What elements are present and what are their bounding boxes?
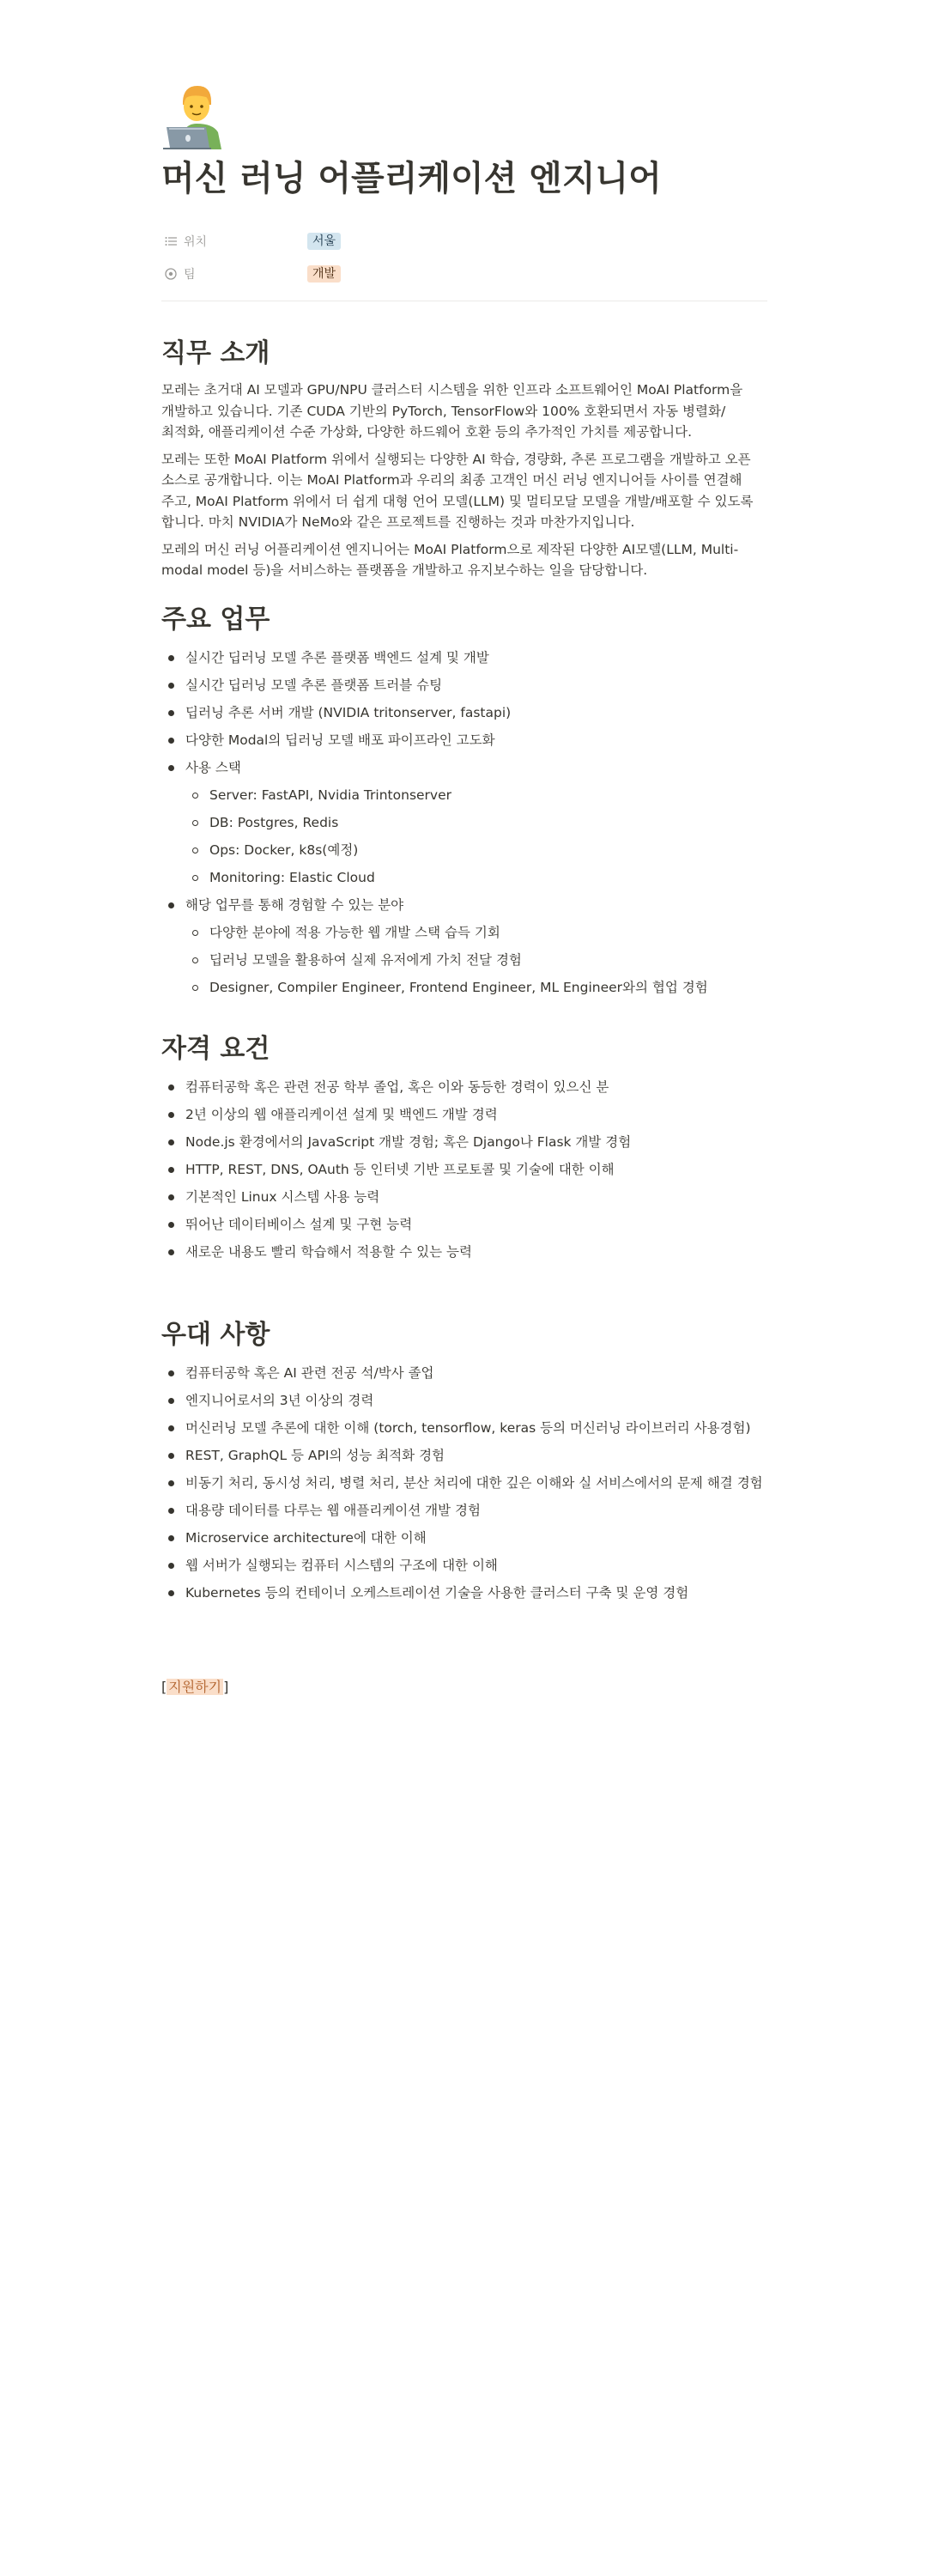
page-properties — [161, 225, 767, 290]
list-item: 컴퓨터공학 혹은 AI 관련 전공 석/박사 졸업 — [161, 1363, 767, 1383]
heading-requirements: 자격 요건 — [161, 1034, 270, 1064]
property-location[interactable] — [161, 225, 767, 258]
list-item: 대용량 데이터를 다루는 웹 애플리케이션 개발 경험 — [161, 1500, 767, 1521]
list-item: 새로운 내용도 빨리 학습해서 적용할 수 있는 능력 — [161, 1242, 767, 1262]
list-item: 딥러닝 추론 서버 개발 (NVIDIA tritonserver, fastapi) — [161, 702, 767, 723]
preferred-list — [161, 1363, 767, 1603]
section-duties — [161, 603, 767, 1005]
property-name-location: 위치 — [184, 235, 208, 249]
list-item-experience — [161, 895, 767, 998]
list-icon — [165, 235, 177, 247]
section-intro — [161, 337, 767, 581]
section-requirements — [161, 1032, 767, 1269]
experience-sublist — [185, 922, 767, 998]
section-preferred — [161, 1318, 767, 1610]
list-item: 실시간 딥러닝 모델 추론 플랫폼 트러블 슈팅 — [161, 675, 767, 696]
list-item-label: 해당 업무를 통해 경험할 수 있는 분야 — [185, 897, 404, 913]
list-item: REST, GraphQL 등 API의 성능 최적화 경험 — [161, 1445, 767, 1466]
property-name-team: 팀 — [184, 268, 196, 282]
duties-list — [161, 647, 767, 998]
property-team[interactable] — [161, 258, 767, 290]
sub-list-item: Designer, Compiler Engineer, Frontend Engineer, ML Engineer와의 협업 경험 — [185, 977, 767, 998]
apply-line — [161, 1677, 228, 1698]
page-title: 머신 러닝 어플리케이션 엔지니어 — [161, 159, 662, 198]
sub-list-item: DB: Postgres, Redis — [185, 812, 767, 833]
intro-paragraph-3: 모레의 머신 러닝 어플리케이션 엔지니어는 MoAI Platform으로 제작된 다양한 AI모델(LLM, Multi-modal model 등)을 서비스하는 플랫폼을 개발하고 유지보수하는 일을 담당합니다. — [161, 541, 739, 578]
heading-duties: 주요 업무 — [161, 605, 270, 635]
bracket-open: [ — [161, 1679, 167, 1695]
sub-list-item: 딥러닝 모델을 활용하여 실제 유저에게 가치 전달 경험 — [185, 950, 767, 970]
location-tag[interactable]: 서울 — [307, 233, 341, 250]
list-item: Node.js 환경에서의 JavaScript 개발 경험; 혹은 Django나 Flask 개발 경험 — [161, 1132, 767, 1152]
target-icon — [165, 268, 177, 280]
list-item: 기본적인 Linux 시스템 사용 능력 — [161, 1187, 767, 1207]
list-item: Microservice architecture에 대한 이해 — [161, 1528, 767, 1548]
list-item-stack — [161, 757, 767, 888]
list-item: 2년 이상의 웹 애플리케이션 설계 및 백엔드 개발 경력 — [161, 1104, 767, 1125]
list-item: 컴퓨터공학 혹은 관련 전공 학부 졸업, 혹은 이와 동등한 경력이 있으신 분 — [161, 1077, 767, 1097]
intro-paragraph-1: 모레는 초거대 AI 모델과 GPU/NPU 클러스터 시스템을 위한 인프라 소프트웨어인 MoAI Platform을 개발하고 있습니다. 기존 CUDA 기반의 PyTorch, TensorFlow와 100% 호환되면서 자동 병렬화/최적화, 애플리케이션 수준 가상화, 다양한 하드웨어 호환 등의 추가적인 가치를 제공합니다. — [161, 382, 743, 440]
list-item: Kubernetes 등의 컨테이너 오케스트레이션 기술을 사용한 클러스터 구축 및 운영 경험 — [161, 1583, 767, 1603]
apply-link[interactable]: 지원하기 — [168, 1679, 222, 1695]
intro-paragraph-2: 모레는 또한 MoAI Platform 위에서 실행되는 다양한 AI 학습, 경량화, 추론 프로그램을 개발하고 오픈 소스로 공개합니다. 이는 MoAI Platform과 우리의 최종 고객인 머신 러닝 엔지니어들 사이를 연결해 주고, MoAI Platform 위에서 더 쉽게 대형 언어 모델(LLM) 및 멀티모달 모델을 개발/배포할 수 있도록 합니다. 마치 NVIDIA가 NeMo와 같은 프로젝트를 진행하는 것과 마찬가지입니다. — [161, 451, 754, 530]
list-item: 다양한 Modal의 딥러닝 모델 배포 파이프라인 고도화 — [161, 730, 767, 750]
requirements-list — [161, 1077, 767, 1262]
heading-intro: 직무 소개 — [161, 338, 270, 368]
sub-list-item: 다양한 분야에 적용 가능한 웹 개발 스택 습득 기회 — [185, 922, 767, 943]
list-item: 머신러닝 모델 추론에 대한 이해 (torch, tensorflow, keras 등의 머신러닝 라이브러리 사용경험) — [161, 1418, 767, 1438]
sub-list-item: Monitoring: Elastic Cloud — [185, 867, 767, 888]
list-item: 비동기 처리, 동시성 처리, 병렬 처리, 분산 처리에 대한 깊은 이해와 실 서비스에서의 문제 해결 경험 — [161, 1473, 767, 1493]
list-item: 웹 서버가 실행되는 컴퓨터 시스템의 구조에 대한 이해 — [161, 1555, 767, 1576]
sub-list-item: Server: FastAPI, Nvidia Trintonserver — [185, 785, 767, 805]
list-item: 뛰어난 데이터베이스 설계 및 구현 능력 — [161, 1214, 767, 1235]
heading-preferred: 우대 사항 — [161, 1320, 270, 1350]
list-item-label: 사용 스택 — [185, 760, 241, 775]
team-tag[interactable]: 개발 — [307, 265, 341, 283]
list-item: 엔지니어로서의 3년 이상의 경력 — [161, 1390, 767, 1411]
stack-sublist — [185, 785, 767, 888]
bracket-close: ] — [223, 1679, 229, 1695]
sub-list-item: Ops: Docker, k8s(예정) — [185, 840, 767, 860]
list-item: HTTP, REST, DNS, OAuth 등 인터넷 기반 프로토콜 및 기술에 대한 이해 — [161, 1159, 767, 1180]
technologist-emoji-icon[interactable] — [161, 79, 232, 149]
list-item: 실시간 딥러닝 모델 추론 플랫폼 백엔드 설계 및 개발 — [161, 647, 767, 668]
